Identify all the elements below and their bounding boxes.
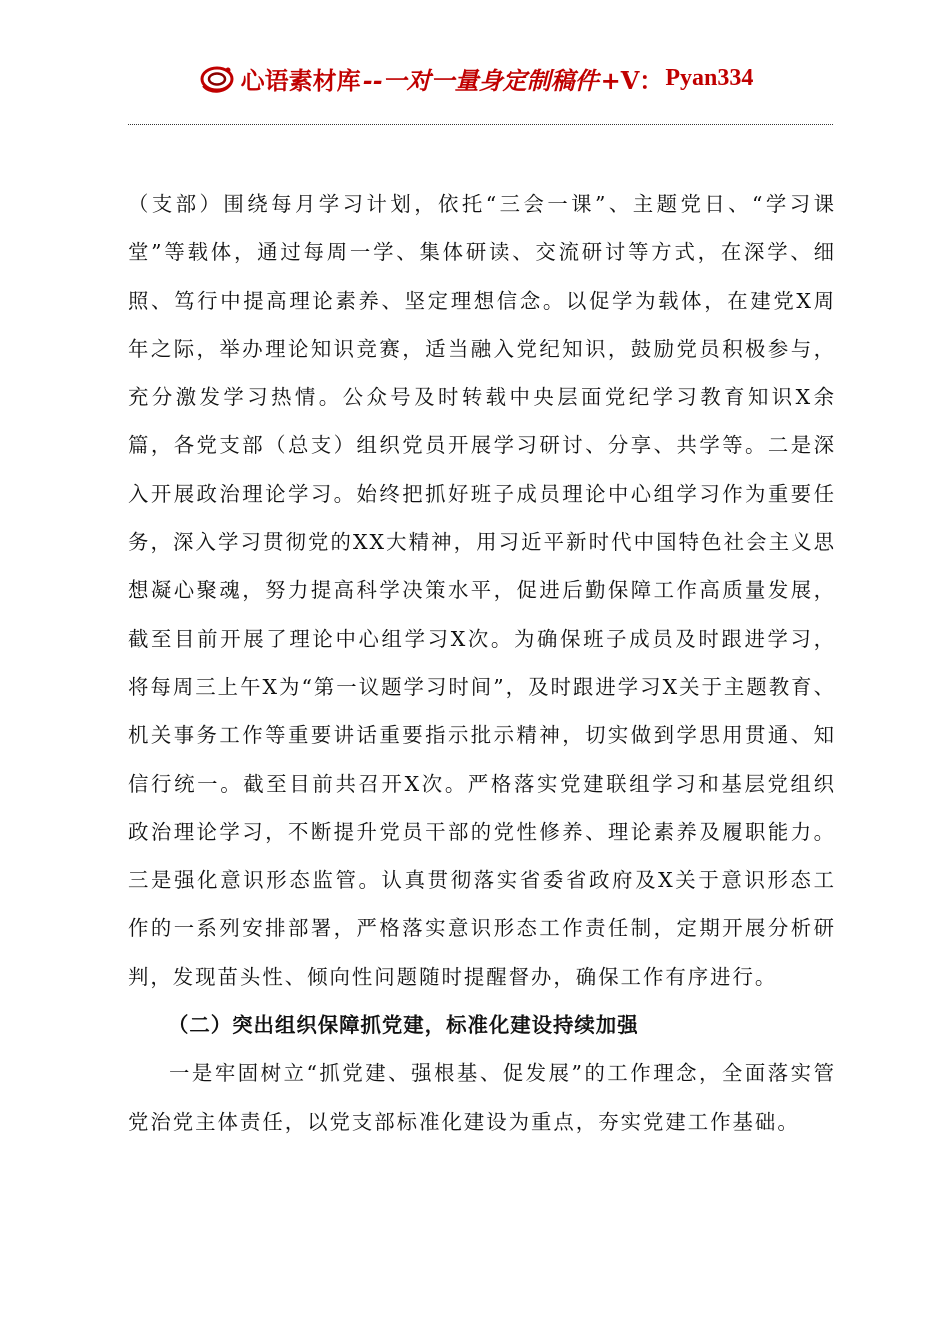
contact-id: Pyan334 <box>665 64 754 91</box>
header-watermark <box>197 58 754 98</box>
brand-name: 心语素材库 <box>240 65 361 95</box>
section-heading: （二）突出组织保障抓党建，标准化建设持续加强 <box>168 1013 639 1038</box>
body-paragraph-2: 一是牢固树立“抓党建、强根基、促发展”的工作理念，全面落实管党治党主体责任，以党支部标准化建设为重点，夯实党建工作基础。 <box>128 1061 836 1134</box>
contact-label: +V： <box>600 65 664 95</box>
brand-slogan: --一对一量身定制稿件 <box>362 65 599 95</box>
document-body <box>128 180 836 1146</box>
body-paragraph-1: （支部）围绕每月学习计划，依托“三会一课”、主题党日、“学习课堂”等载体，通过每周一学、集体研读、交流研讨等方式，在深学、细照、笃行中提高理论素养、坚定理想信念。以促学为载体，在建党X周年之际，举办理论知识竞赛，适当融入党纪知识，鼓励党员积极参与，充分激发学习热情。公众号及时转载中央层面党纪学习教育知识X余篇，各党支部（总支）组织党员开展学习研讨、分享、共学等。二是深入开展政治理论学习。始终把抓好班子成员理论中心组学习作为重要任务，深入学习贯彻党的XX大精神，用习近平新时代中国特色社会主义思想凝心聚魂，努力提高科学决策水平，促进后勤保障工作高质量发展，截至目前开展了理论中心组学习X次。为确保班子成员及时跟进学习，将每周三上午X为“第一议题学习时间”，及时跟进学习X关于主题教育、机关事务工作等重要讲话重要指示批示精神，切实做到学思用贯通、知信行统一。截至目前共召开X次。严格落实党建联组学习和基层党组织政治理论学习，不断提升党员干部的党性修养、理论素养及履职能力。三是强化意识形态监管。认真贯彻落实省委省政府及X关于意识形态工作的一系列安排部署，严格落实意识形态工作责任制，定期开展分析研判，发现苗头性、倾向性问题随时提醒督办，确保工作有序进行。 <box>128 192 836 989</box>
header-divider <box>128 124 833 125</box>
page-header <box>0 58 950 102</box>
swirl-logo-icon <box>197 58 237 98</box>
